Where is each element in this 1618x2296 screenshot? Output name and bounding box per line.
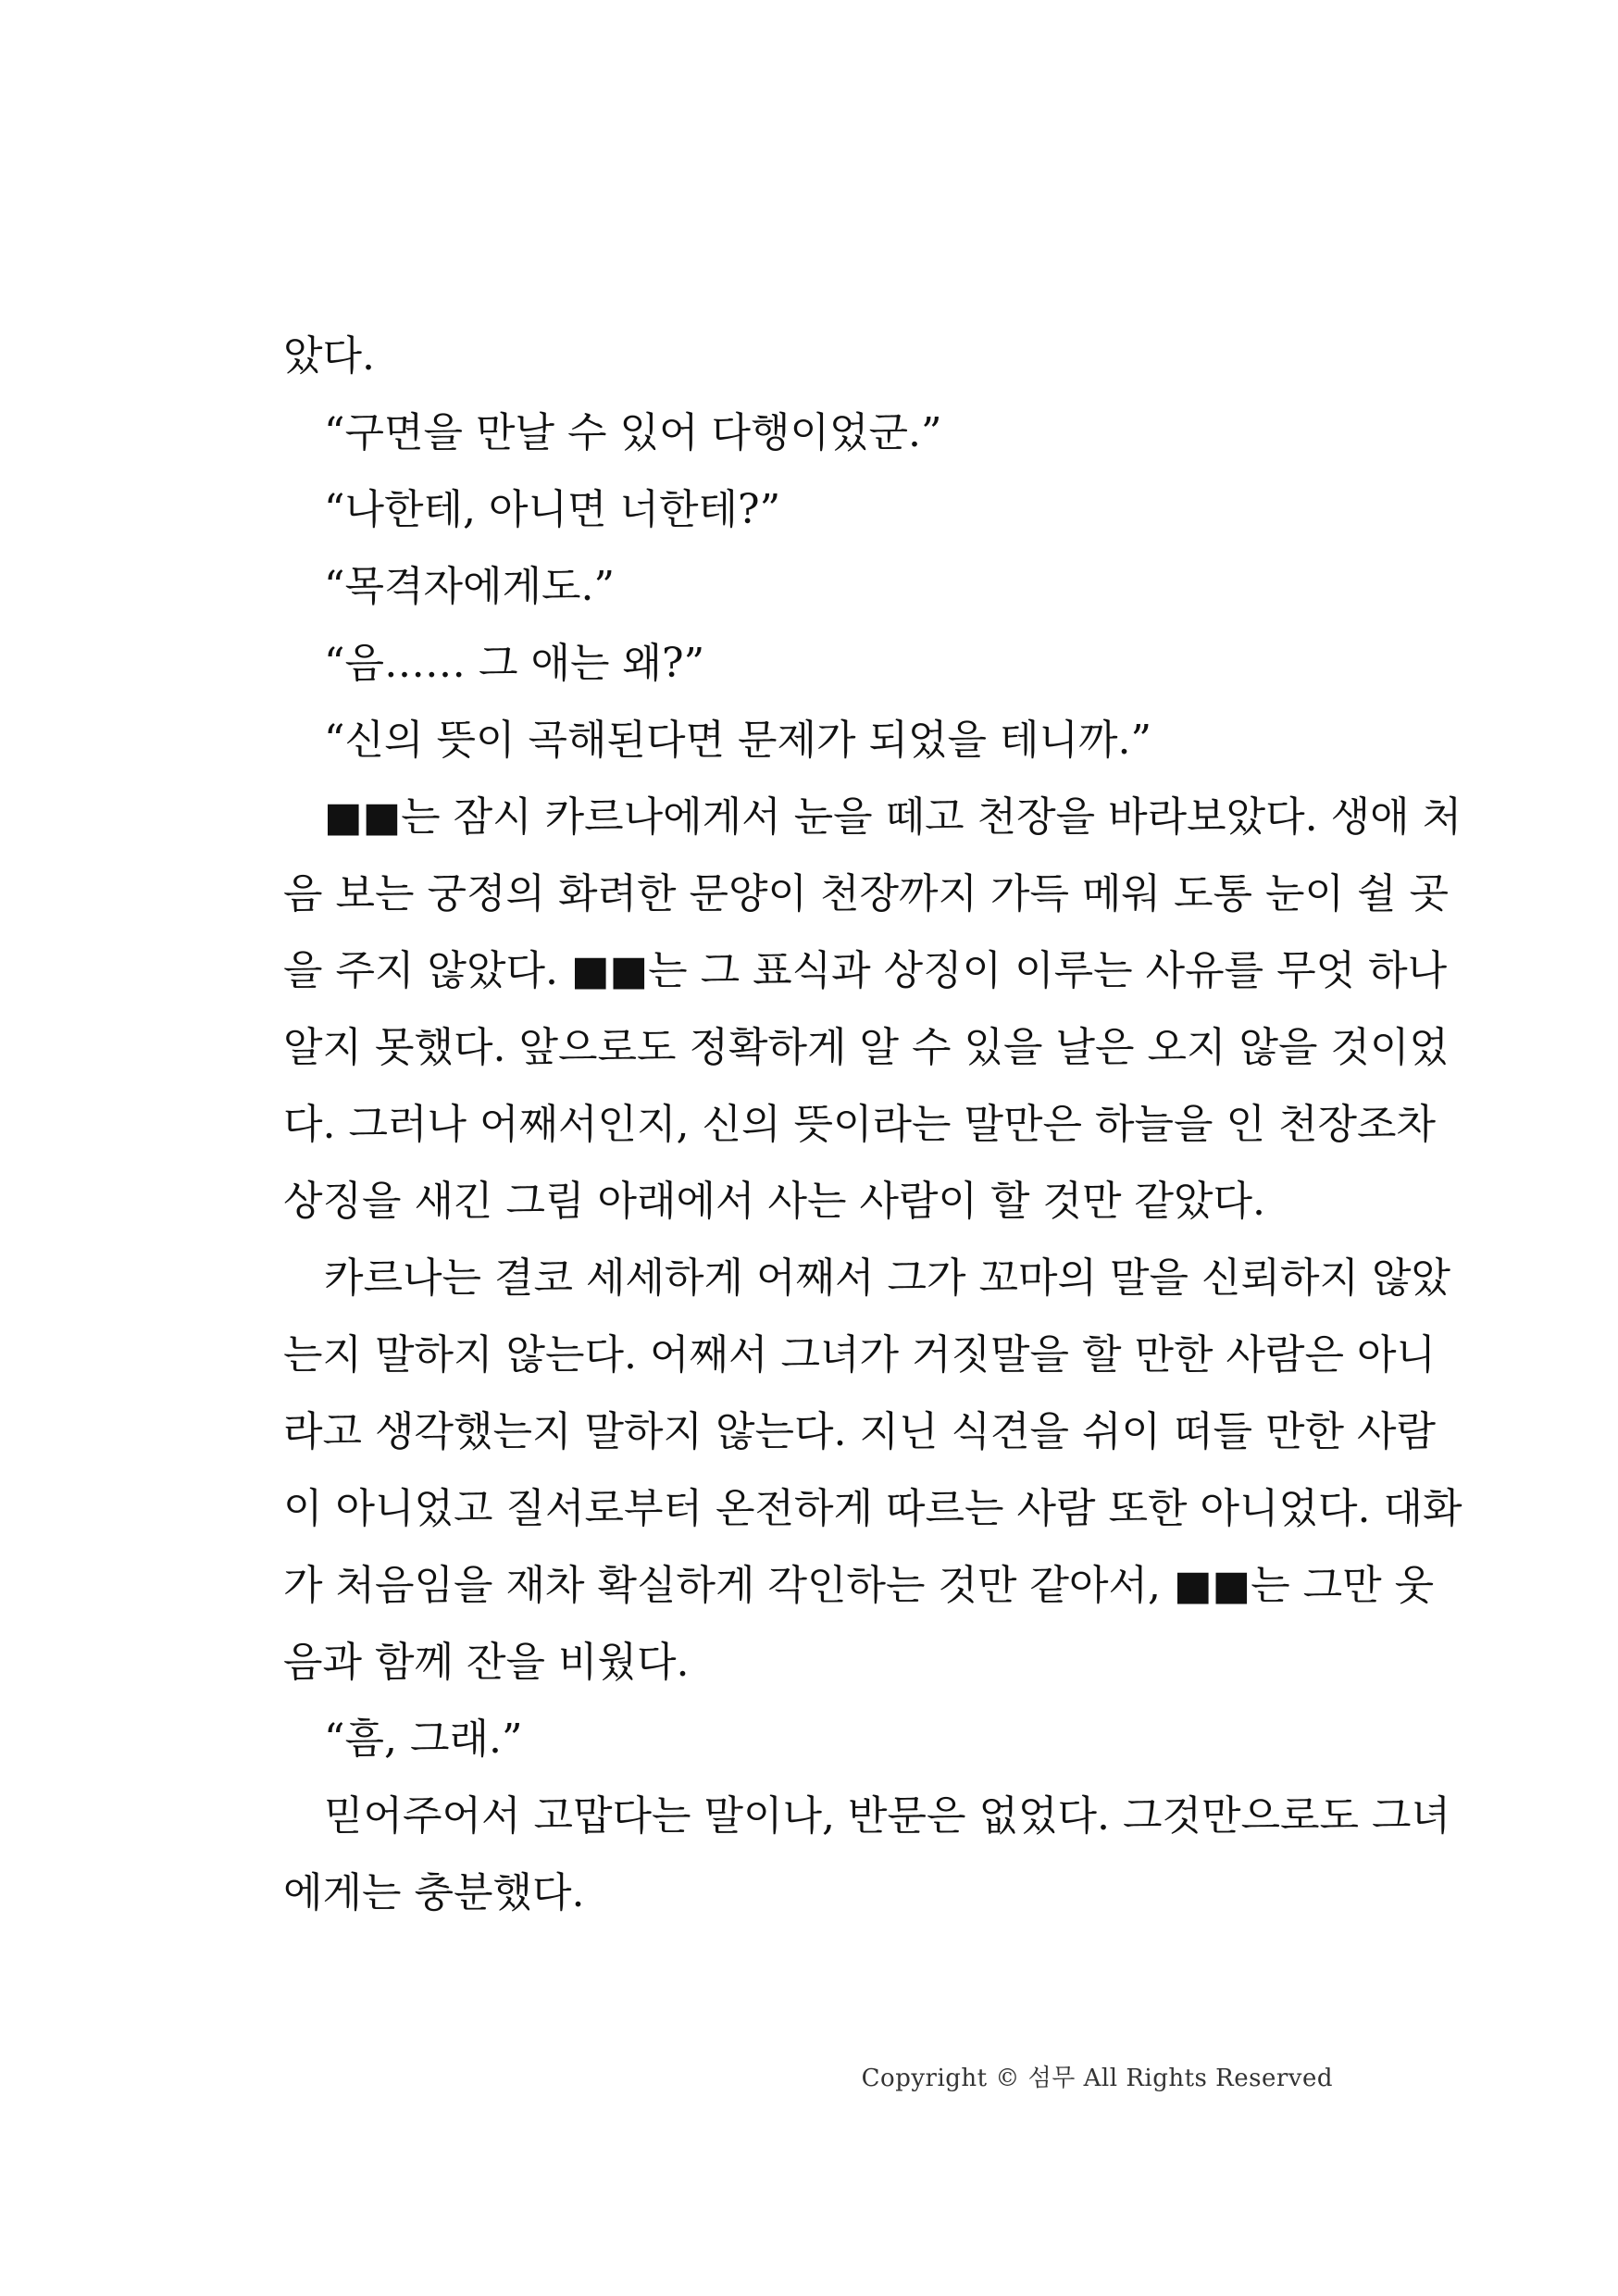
text-line: 알지 못했다. 앞으로도 정확하게 알 수 있을 날은 오지 않을 것이었 <box>283 1024 1449 1071</box>
body-text <box>283 318 1462 1931</box>
text-line: 믿어주어서 고맙다는 말이나, 반문은 없었다. 그것만으로도 그녀 <box>324 1792 1450 1840</box>
dialogue-line: “신의 뜻이 곡해된다면 문제가 되었을 테니까.” <box>324 717 1151 764</box>
text-line: ■■는 잠시 카르나에게서 눈을 떼고 천장을 바라보았다. 생애 처 <box>324 793 1462 841</box>
text-line: 이 아니었고 질서로부터 온전하게 따르는 사람 또한 아니었다. 대화 <box>283 1485 1462 1532</box>
text-line: 라고 생각했는지 말하지 않는다. 지닌 식견을 쉬이 떠들 만한 사람 <box>283 1408 1436 1455</box>
copyright-footer: Copyright © 섬무 All Rights Reserved <box>861 2065 1333 2092</box>
text-line: 상징을 새긴 그림 아래에서 사는 사람이 할 것만 같았다. <box>283 1178 1265 1225</box>
text-line: 에게는 충분했다. <box>283 1869 585 1916</box>
text-line: 음과 함께 잔을 비웠다. <box>283 1639 690 1686</box>
text-line: 을 주지 않았다. ■■는 그 표식과 상징이 이루는 사유를 무엇 하나 <box>283 947 1448 994</box>
text-line: 는지 말하지 않는다. 어째서 그녀가 거짓말을 할 만한 사람은 아니 <box>283 1331 1436 1379</box>
dialogue-line: “음…… 그 애는 왜?” <box>324 640 705 687</box>
dialogue-line: “목격자에게도.” <box>324 563 615 610</box>
text-line: 가 처음임을 재차 확실하게 각인하는 것만 같아서, ■■는 그만 웃 <box>283 1562 1435 1609</box>
dialogue-line: “구면을 만날 수 있어 다행이었군.” <box>324 409 942 456</box>
text-line: 다. 그러나 어째서인지, 신의 뜻이라는 말만은 하늘을 인 천장조차 <box>283 1101 1436 1148</box>
text-line: 았다. <box>283 332 375 380</box>
dialogue-line: “흠, 그래.” <box>324 1716 523 1763</box>
dialogue-line: “나한테, 아니면 너한테?” <box>324 486 781 533</box>
text-line: 음 보는 궁정의 화려한 문양이 천장까지 가득 메워 도통 눈이 쉴 곳 <box>283 870 1449 917</box>
text-line: 카르나는 결코 세세하게 어째서 그가 꼬마의 말을 신뢰하지 않았 <box>324 1254 1450 1302</box>
